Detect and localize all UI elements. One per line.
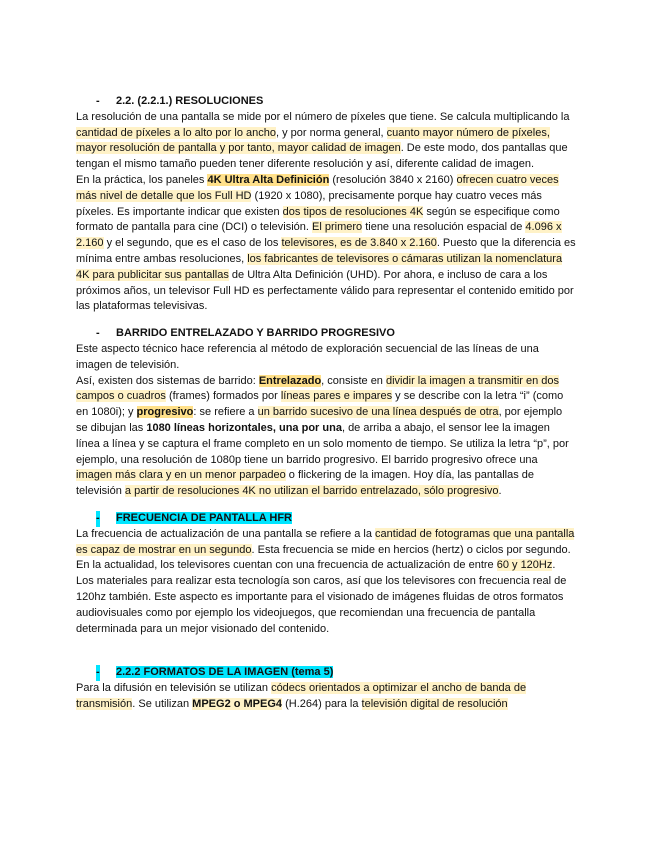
paragraph	[76, 173, 576, 315]
highlighted-text: ofrecen cuatro veces más nivel de detalle que los Full HD	[76, 173, 559, 202]
highlighted-text: 60 y 120Hz	[496, 559, 553, 572]
text-run: , y por norma general,	[275, 126, 387, 139]
highlighted-text: 4K Ultra Alta Definición	[207, 173, 330, 186]
text-run: , por ejemplo se dibujan las	[76, 406, 563, 434]
highlighted-text: televisores, es de 3.840 x 2.160	[281, 237, 437, 250]
highlighted-text: El primero	[312, 221, 363, 234]
section-heading-frecuencia	[76, 511, 576, 527]
text-run: Así, existen dos sistemas de barrido:	[76, 374, 259, 387]
text-run: o flickering de la imagen. Hoy día, las pantallas de televisión	[76, 469, 534, 498]
heading-text: 2.2. (2.2.1.) RESOLUCIONES	[116, 95, 264, 107]
text-run: (1920 x 1080), precisamente porque hay cuatro veces más píxeles. Es importante indicar que existen	[76, 189, 542, 218]
highlighted-text: cantidad de píxeles a lo alto por lo ancho	[76, 126, 276, 139]
text-run: . Puesto que la diferencia es mínima entre ambas resoluciones,	[76, 237, 576, 265]
text-run: (frames) formados por	[165, 390, 281, 403]
text-run: .	[552, 559, 556, 572]
text-run: , de arriba a abajo, el sensor lee la imagen línea a línea y se captura el frame completo en un solo momento de tiempo. Se utiliza la letra “p”, por ejemplo, una resolución de 1080p tiene un barrido progresivo. El barrido progresivo ofrece una	[76, 421, 569, 466]
highlighted-text: cantidad de fotogramas que una pantalla es capaz de mostrar en un segundo	[76, 527, 575, 556]
text-run: y se describe con la letra “i” (como en 1080i); y	[76, 390, 564, 419]
text-run: En la práctica, los paneles	[76, 173, 208, 186]
text-run: : se refiere a	[193, 406, 258, 419]
highlighted-text: los fabricantes de televisores o cámaras utilizan la nomenclatura 4K para publicitar sus pantallas	[76, 252, 563, 281]
text-run: de Ultra Alta Definición (UHD). Por ahora, e incluso de cara a los próximos años, un televisor Full HD es perfectamente válido para representar el contenido emitido por las plataformas televisivas.	[76, 268, 574, 313]
highlighted-text: un barrido sucesivo de una línea después de otra	[257, 406, 499, 419]
text-run: según se especifique como formato de pantalla para cine (DCI) o televisión.	[76, 205, 560, 234]
highlighted-text: dos tipos de resoluciones 4K	[282, 205, 424, 218]
highlighted-text: códecs orientados a optimizar el ancho de banda de transmisión	[76, 682, 527, 710]
text-run: . Esta frecuencia se mide en hercios (hertz) o ciclos por segundo. En la actualidad, los televisores cuentan con una frecuencia de actualización de entre	[76, 543, 571, 572]
section-heading-resoluciones	[76, 94, 576, 110]
section-heading-formatos	[76, 665, 576, 681]
text-run: La frecuencia de actualización de una pantalla se refiere a la	[76, 527, 376, 540]
paragraph	[76, 681, 576, 713]
highlighted-text: Entrelazado	[258, 374, 322, 387]
highlighted-text: 4.096 x 2.160	[76, 221, 562, 250]
heading-text: BARRIDO ENTRELAZADO Y BARRIDO PROGRESIVO	[116, 327, 395, 340]
list-bullet: -	[96, 327, 100, 340]
list-bullet: -	[96, 511, 100, 527]
document-body	[76, 94, 576, 713]
bold-text: 1080 líneas horizontales, una por una	[146, 421, 342, 434]
text-run: Los materiales para realizar esta tecnología son caros, así que los televisores con frecuencia real de 120hz también. Este aspecto es importante para el visionado de imágenes fluidas de otros formatos audiovisuales como por ejemplo los videojuegos, que recomiendan una frecuencia de pantalla determinada para un mejor visionado del contenido.	[76, 575, 567, 635]
highlighted-text: dividir la imagen a transmitir en dos campos o cuadros	[76, 374, 560, 403]
highlighted-text: a partir de resoluciones 4K no utilizan el barrido entrelazado, sólo progresivo	[124, 485, 499, 498]
text-run: y el segundo, que es el caso de los	[103, 237, 282, 250]
highlighted-text: progresivo	[136, 406, 194, 419]
text-run: . De este modo, dos pantallas que tengan el mismo tamaño pueden tener diferente resolución y así, diferente calidad de imagen.	[76, 142, 568, 171]
section-heading-barrido	[76, 326, 576, 342]
list-bullet: -	[96, 95, 100, 107]
highlighted-text: imagen más clara y en un menor parpadeo	[76, 469, 286, 482]
highlighted-text: televisión digital de resolución	[361, 697, 508, 710]
paragraph	[76, 342, 576, 374]
heading-text: FRECUENCIA DE PANTALLA HFR	[116, 511, 292, 524]
paragraph	[76, 574, 576, 637]
paragraph	[76, 527, 576, 574]
text-run: Este aspecto técnico hace referencia al método de exploración secuencial de las líneas de una imagen de televisión.	[76, 342, 539, 371]
text-run: Para la difusión en televisión se utilizan	[76, 682, 272, 695]
heading-text: 2.2.2 FORMATOS DE LA IMAGEN (tema 5)	[116, 666, 334, 679]
list-bullet: -	[96, 665, 100, 681]
paragraph	[76, 110, 576, 173]
highlighted-text: MPEG2 o MPEG4	[192, 697, 283, 710]
text-run: (resolución 3840 x 2160)	[329, 173, 457, 186]
text-run: . Se utilizan	[132, 697, 193, 710]
text-run: tiene una resolución espacial de	[362, 221, 526, 234]
highlighted-text: líneas pares e impares	[280, 390, 393, 403]
highlighted-text: cuanto mayor número de píxeles, mayor resolución de pantalla y por tanto, mayor calidad de imagen	[76, 126, 550, 155]
paragraph	[76, 374, 576, 500]
text-run: La resolución de una pantalla se mide por el número de píxeles que tiene. Se calcula multiplicando la	[76, 110, 570, 123]
text-run: .	[498, 485, 502, 498]
text-run: (H.264) para la	[282, 697, 362, 710]
text-run: , consiste en	[321, 374, 386, 387]
